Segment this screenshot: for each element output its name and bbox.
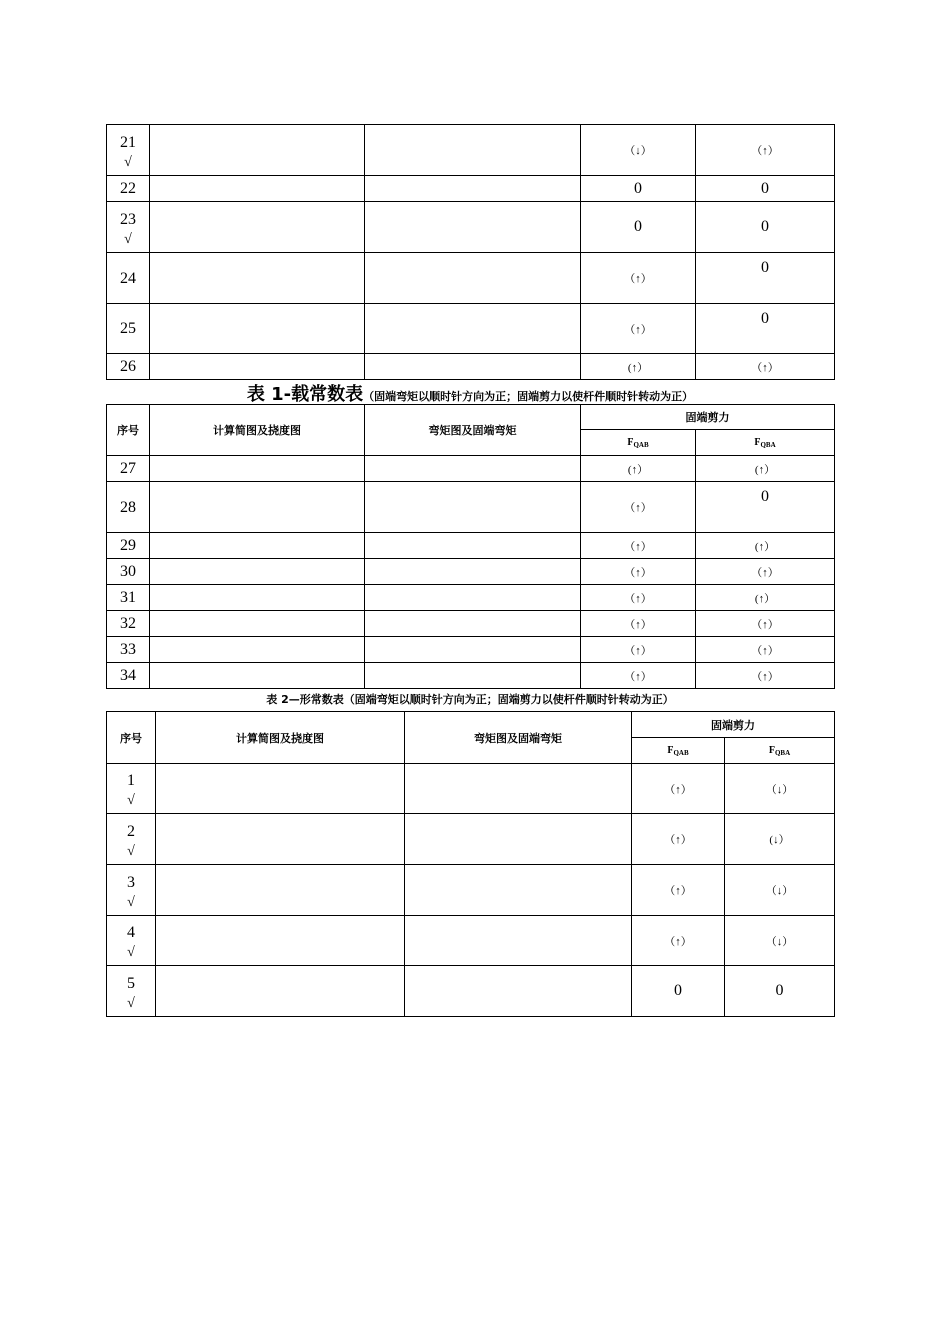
header-fqab	[581, 430, 696, 456]
header-fqab-sub: QAB	[673, 748, 689, 757]
fqab-cell: (↑）	[581, 354, 696, 380]
header-moment: 弯矩图及固端弯矩	[365, 405, 581, 456]
table-row	[107, 176, 835, 202]
row-number: 21	[120, 133, 136, 151]
table-row	[107, 865, 835, 916]
check-mark: √	[127, 843, 135, 859]
fqab-cell: （↑）	[581, 253, 696, 304]
table-row	[107, 663, 835, 689]
table-row	[107, 533, 835, 559]
moment-cell	[405, 966, 632, 1017]
fqba-cell: （↓）	[725, 916, 835, 966]
table-row	[107, 253, 835, 304]
diagram-cell	[150, 176, 365, 202]
fqba-cell: （↓）	[725, 865, 835, 916]
moment-cell	[365, 611, 581, 637]
row-number: 22	[107, 176, 150, 202]
moment-cell	[405, 814, 632, 865]
table-row	[107, 916, 835, 966]
fqba-cell: 0	[696, 176, 835, 202]
header-seq: 序号	[107, 405, 150, 456]
fqab-cell: （↑）	[581, 533, 696, 559]
row-number: 29	[107, 533, 150, 559]
row-number: 5	[127, 974, 135, 992]
moment-cell	[365, 253, 581, 304]
fqba-cell: (↑）	[696, 585, 835, 611]
moment-cell	[405, 865, 632, 916]
row-number: 32	[107, 611, 150, 637]
fqba-cell: 0	[696, 202, 835, 253]
row-number: 24	[107, 253, 150, 304]
fqba-cell: （↑）	[696, 663, 835, 689]
diagram-cell	[150, 253, 365, 304]
row-number-cell	[107, 202, 150, 253]
diagram-cell	[150, 125, 365, 176]
fqba-cell: （↑）	[696, 125, 835, 176]
fqab-cell: 0	[632, 966, 725, 1017]
fqab-cell: （↑）	[632, 916, 725, 966]
row-number-cell	[107, 125, 150, 176]
row-number: 1	[127, 772, 135, 789]
moment-cell	[365, 202, 581, 253]
diagram-cell	[150, 304, 365, 354]
moment-cell	[365, 456, 581, 482]
row-number: 28	[107, 482, 150, 533]
check-mark: √	[124, 231, 132, 247]
diagram-cell	[156, 966, 405, 1017]
header-fqab-main: F	[667, 744, 674, 756]
fqab-cell: （↑）	[581, 304, 696, 354]
row-number-cell	[107, 966, 156, 1017]
fqab-cell: (↑）	[581, 456, 696, 482]
diagram-cell	[156, 764, 405, 814]
row-number-cell	[107, 916, 156, 966]
moment-cell	[365, 585, 581, 611]
diagram-cell	[150, 482, 365, 533]
header-diagram: 计算简图及挠度图	[156, 712, 405, 764]
header-fqab-sub: QAB	[633, 440, 649, 449]
header-row	[107, 712, 835, 738]
diagram-cell	[150, 354, 365, 380]
fqab-cell: （↓）	[581, 125, 696, 176]
check-mark: √	[127, 995, 135, 1011]
header-row	[107, 405, 835, 430]
table-row	[107, 559, 835, 585]
fqab-cell: （↑）	[632, 865, 725, 916]
row-number-cell	[107, 764, 156, 814]
header-fqba	[725, 738, 835, 764]
moment-cell	[405, 916, 632, 966]
moment-cell	[365, 482, 581, 533]
table-row	[107, 764, 835, 814]
fqba-cell: (↓）	[725, 814, 835, 865]
load-constants-table	[106, 404, 835, 689]
header-fqba-sub: QBA	[774, 748, 791, 757]
fqab-cell: 0	[581, 202, 696, 253]
fqab-cell: （↑）	[581, 637, 696, 663]
table-row	[107, 202, 835, 253]
table-row	[107, 125, 835, 176]
diagram-cell	[156, 865, 405, 916]
moment-cell	[365, 663, 581, 689]
moment-cell	[365, 354, 581, 380]
diagram-cell	[150, 663, 365, 689]
row-number: 31	[107, 585, 150, 611]
fqab-cell: 0	[581, 176, 696, 202]
header-fqba-main: F	[754, 436, 761, 448]
fqab-cell: （↑）	[581, 559, 696, 585]
table-row	[107, 456, 835, 482]
moment-cell	[365, 637, 581, 663]
header-diagram: 计算简图及挠度图	[150, 405, 365, 456]
fqba-cell: （↑）	[696, 637, 835, 663]
header-shear: 固端剪力	[632, 712, 835, 738]
header-fqba	[696, 430, 835, 456]
fqba-cell: 0	[696, 482, 835, 533]
table1-caption-main: 表 1-载常数表	[246, 384, 364, 405]
moment-cell	[365, 559, 581, 585]
table1-caption	[106, 380, 834, 406]
row-number: 3	[127, 873, 135, 891]
check-mark: √	[127, 945, 135, 960]
table-row	[107, 611, 835, 637]
moment-cell	[405, 764, 632, 814]
table-row	[107, 966, 835, 1017]
header-fqba-main: F	[768, 744, 775, 756]
diagram-cell	[150, 533, 365, 559]
fqba-cell: 0	[725, 966, 835, 1017]
moment-cell	[365, 533, 581, 559]
fqba-cell: （↑）	[696, 559, 835, 585]
row-number-cell	[107, 865, 156, 916]
shape-constants-table	[106, 711, 835, 1017]
fqba-cell: (↑）	[696, 456, 835, 482]
diagram-cell	[150, 456, 365, 482]
header-fqab	[632, 738, 725, 764]
fqab-cell: （↑）	[581, 585, 696, 611]
table-row	[107, 814, 835, 865]
table2-caption: 表 2—形常数表（固端弯矩以顺时针方向为正；固端剪力以使杆件顺时针转动为正）	[266, 693, 674, 706]
fqba-cell: (↑）	[696, 533, 835, 559]
fqba-cell: 0	[696, 253, 835, 304]
header-shear: 固端剪力	[581, 405, 835, 430]
row-number: 27	[107, 456, 150, 482]
header-moment: 弯矩图及固端弯矩	[405, 712, 632, 764]
row-number: 33	[107, 637, 150, 663]
diagram-cell	[156, 814, 405, 865]
diagram-cell	[150, 611, 365, 637]
table-row	[107, 354, 835, 380]
diagram-cell	[156, 916, 405, 966]
moment-cell	[365, 176, 581, 202]
diagram-cell	[150, 585, 365, 611]
row-number: 34	[107, 663, 150, 689]
moment-cell	[365, 125, 581, 176]
fqab-cell: （↑）	[632, 764, 725, 814]
row-number: 4	[127, 924, 135, 941]
row-number: 25	[107, 304, 150, 354]
check-mark: √	[127, 793, 135, 808]
fqba-cell: （↓）	[725, 764, 835, 814]
row-number: 30	[107, 559, 150, 585]
row-number: 23	[120, 210, 136, 228]
table-row	[107, 585, 835, 611]
continued-table	[106, 124, 835, 380]
table-row	[107, 637, 835, 663]
fqab-cell: （↑）	[581, 611, 696, 637]
header-seq: 序号	[107, 712, 156, 764]
table1-caption-sub: （固端弯矩以顺时针方向为正；固端剪力以使杆件顺时针转动为正）	[363, 390, 694, 403]
table-row	[107, 482, 835, 533]
diagram-cell	[150, 637, 365, 663]
check-mark: √	[127, 894, 135, 910]
fqab-cell: （↑）	[581, 482, 696, 533]
fqba-cell: （↑）	[696, 611, 835, 637]
fqab-cell: （↑）	[581, 663, 696, 689]
fqab-cell: （↑）	[632, 814, 725, 865]
header-fqba-sub: QBA	[760, 440, 776, 449]
fqba-cell: 0	[696, 304, 835, 354]
fqba-cell: （↑）	[696, 354, 835, 380]
row-number-cell	[107, 814, 156, 865]
header-fqab-main: F	[627, 436, 634, 448]
row-number: 26	[107, 354, 150, 380]
moment-cell	[365, 304, 581, 354]
check-mark: √	[124, 154, 132, 170]
table-row	[107, 304, 835, 354]
row-number: 2	[127, 822, 135, 840]
diagram-cell	[150, 559, 365, 585]
diagram-cell	[150, 202, 365, 253]
